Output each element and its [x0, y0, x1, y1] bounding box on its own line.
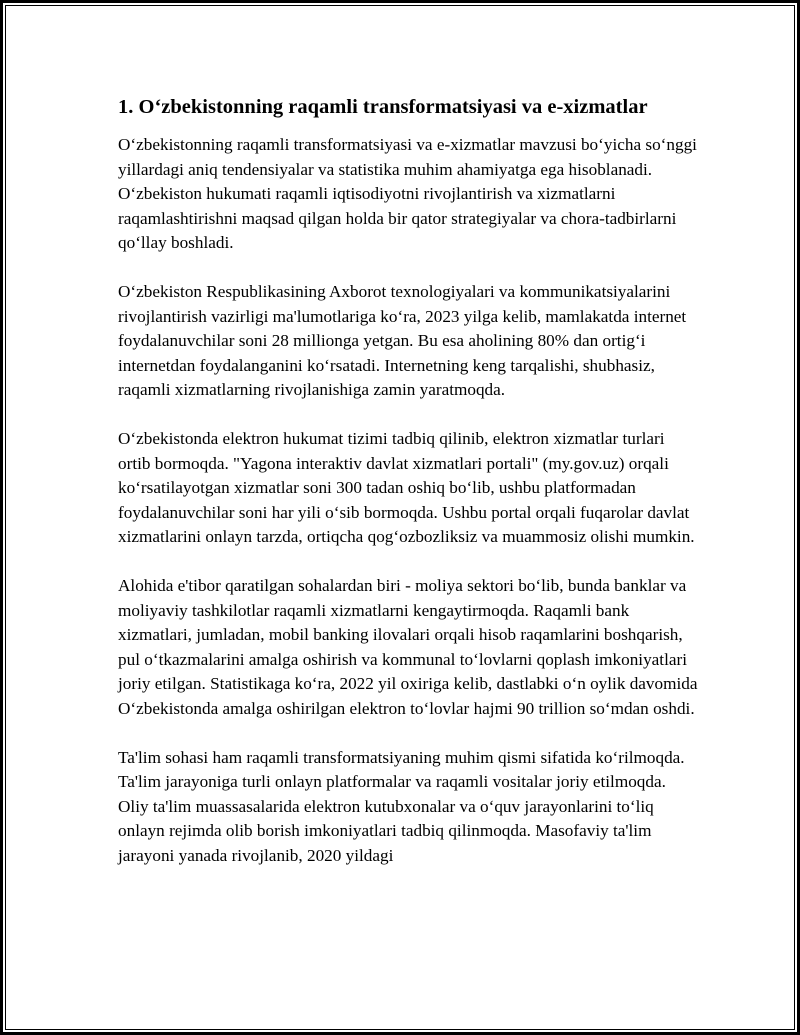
section-heading: 1. Oʻzbekistonning raqamli transformatsiyasi va e-xizmatlar	[118, 96, 648, 118]
paragraph-intro: Oʻzbekistonning raqamli transformatsiyasi va e-xizmatlar mavzusi boʻyicha soʻnggi yillardagi aniq tendensiyalar va statistika muhim ahamiyatga ega hisoblanadi. Oʻzbekiston hukumati raqamli iqtisodiyotni rivojlantirish va xizmatlarni raqamlashtirishni maqsad qilgan holda bir qator strategiyalar va chora-tadbirlarni qoʻllay boshladi.	[118, 135, 697, 252]
paragraph-e-government: Oʻzbekistonda elektron hukumat tizimi tadbiq qilinib, elektron xizmatlar turlari ortib bormoqda. "Yagona interaktiv davlat xizmatlari portali" (my.gov.uz) orqali koʻrsatilayotgan xizmatlar soni 300 tadan oshiq boʻlib, ushbu platformadan foydalanuvchilar soni har yili oʻsib bormoqda. Ushbu portal orqali fuqarolar davlat xizmatlarini onlayn tarzda, ortiqcha qogʻozbozliksiz va muammosiz olishi mumkin.	[118, 429, 695, 546]
paragraph-internet-users: Oʻzbekiston Respublikasining Axborot texnologiyalari va kommunikatsiyalarini rivojlantirish vazirligi ma'lumotlariga koʻra, 2023 yilga kelib, mamlakatda internet foydalanuvchilar soni 28 millionga yetgan. Bu esa aholining 80% dan ortigʻi internetdan foydalanganini koʻrsatadi. Internetning keng tarqalishi, shubhasiz, raqamli xizmatlarning rivojlanishiga zamin yaratmoqda.	[118, 282, 687, 399]
paragraph-finance: Alohida e'tibor qaratilgan sohalardan biri - moliya sektori boʻlib, bunda banklar va moliyaviy tashkilotlar raqamli xizmatlarni kengaytirmoqda. Raqamli bank xizmatlari, jumladan, mobil banking ilovalari orqali hisob raqamlarini boshqarish, pul oʻtkazmalarini amalga oshirish va kommunal toʻlovlarni qoplash imkoniyatlari joriy etilgan. Statistikaga koʻra, 2022 yil oxiriga kelib, dastlabki oʻn oylik davomida Oʻzbekistonda amalga oshirilgan elektron toʻlovlar hajmi 90 trillion soʻmdan oshdi.	[118, 576, 698, 718]
paragraph-education: Ta'lim sohasi ham raqamli transformatsiyaning muhim qismi sifatida koʻrilmoqda. Ta'lim jarayoniga turli onlayn platformalar va raqamli vositalar joriy etilmoqda. Oliy ta'lim muassasalarida elektron kutubxonalar va oʻquv jarayonlarini toʻliq onlayn rejimda olib borish imkoniyatlari tadbiq qilinmoqda. Masofaviy ta'lim jarayoni yanada rivojlanib, 2020 yildagi	[118, 747, 685, 865]
document-body	[118, 94, 698, 893]
